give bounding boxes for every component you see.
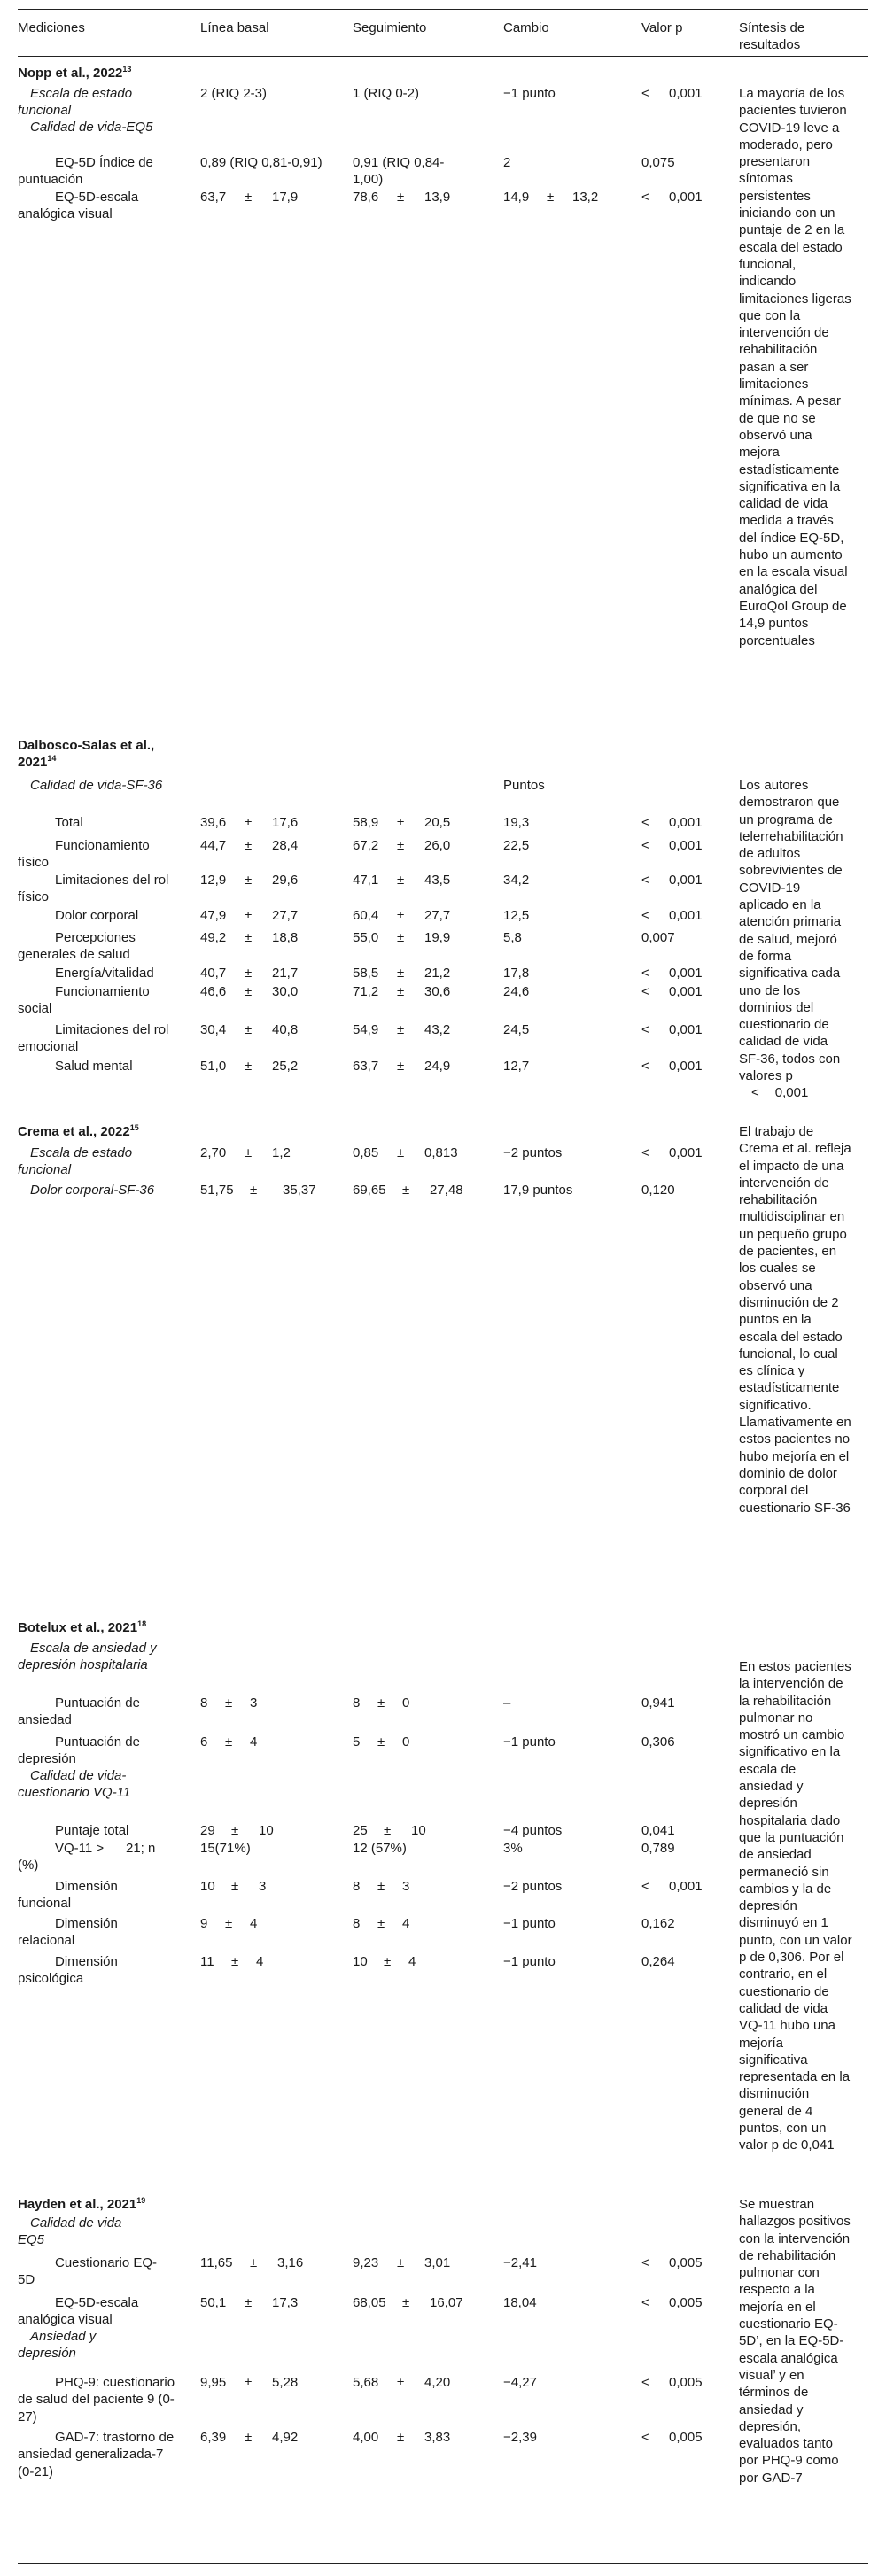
p-value: 0,005 [669,2255,703,2270]
study-summary: Los autores demostraron que un programa de telerrehabilitación de adultos sobrevivientes de COVID-19 aplicado en la atención primaria de salud, mejoró de forma significativa cada uno de los dominios del cuestionario de calidad de vida SF-36, todos con valores p < 0,001 [739,778,843,1101]
followup-sd: 43,2 [424,1022,451,1037]
change-value: 34,2 [503,873,530,888]
row-label: Limitaciones del rol físico [18,873,169,905]
pm-symbol: ± [245,1145,253,1160]
baseline-sd: 17,3 [272,2295,299,2310]
change-value: −1 punto [503,1954,556,1969]
row-label: Calidad de vida-EQ5 [30,120,153,135]
p-value: 0,941 [641,1695,675,1711]
followup-mean: 55,0 [353,930,379,945]
p-less-than: < [641,815,649,830]
change-unit: Puntos [503,778,545,793]
baseline-mean: 8 [200,1695,208,1711]
study-author: Nopp et al., 2022$^{13}$ [18,65,132,81]
followup-mean: 25 [353,1823,368,1838]
baseline-sd: 3 [250,1695,258,1711]
change-value: −1 punto [503,86,556,101]
change-value: 2 [503,155,511,170]
change-value: 24,6 [503,984,530,999]
followup-sd: 3,01 [424,2255,451,2270]
p-value: 0,264 [641,1954,675,1969]
p-value: 0,007 [641,930,675,945]
baseline-mean: 44,7 [200,838,227,853]
pm-symbol: ± [397,873,405,888]
study-summary: El trabajo de Crema et al. refleja el impacto de una intervención de rehabilitación multidisciplinar en un pequeño grupo de pacientes, en los cuales se observó una disminución de 2 puntos en la escala del estado funcional, lo cual es clínica y estadísticamente significativo. Llamativamente en estos pacientes no hubo mejoría en el dominio de dolor corporal del cuestionario SF-36 [739,1124,851,1516]
row-label: GAD-7: trastorno de ansiedad generalizada-7 (0-21) [18,2430,175,2479]
header-followup: Seguimiento [353,20,427,35]
study-summary: Se muestran hallazgos positivos con la intervención de rehabilitación pulmonar con respecto a la mejoría en el cuestionario EQ-5D’, en la EQ-5D-escala analógica visual’ y en términos de ansiedad y depresión, evaluados tanto por PHQ-9 como por GAD-7 [739,2197,851,2486]
followup-sd: 27,7 [424,908,451,923]
followup-sd: 0,813 [424,1145,458,1160]
change-value: 5,8 [503,930,522,945]
p-value: 0,001 [669,1879,703,1894]
followup-mean: 68,05 [353,2295,386,2310]
study-summary: En estos pacientes la intervención de la rehabilitación pulmonar no mostró un cambio significativo en la escala de ansiedad y depresión hospitalaria dado que la puntuación de ansiedad permaneció sin cambios y la de depresión disminuyó en 1 punto, con un valor p de 0,306. Por el contrario, en el cuestionario de calidad de vida VQ-11 hubo una mejoría significativa representada en la disminución general de 4 puntos, con un valor p de 0,041 [739,1659,852,2153]
change-value: −2,41 [503,2255,537,2270]
row-label: PHQ-9: cuestionario de salud del paciente 9 (0-27) [18,2375,175,2425]
change-value: −2 puntos [503,1879,563,1894]
change-value: 19,3 [503,815,530,830]
baseline-sd: 18,8 [272,930,299,945]
followup-value: 0,91 (RIQ 0,84-1,00) [353,155,445,188]
pm-symbol: ± [231,1823,239,1838]
pm-symbol: ± [245,2375,253,2390]
followup-sd: 21,2 [424,966,451,981]
baseline-sd: 1,2 [272,1145,291,1160]
baseline-value: 2 (RIQ 2-3) [200,86,268,101]
pm-symbol: ± [245,966,253,981]
p-value: 0,005 [669,2430,703,2445]
pm-symbol: ± [547,190,555,205]
baseline-sd: 25,2 [272,1059,299,1074]
pm-symbol: ± [397,838,405,853]
row-label: EQ-5D-escala analógica visual [18,2295,139,2328]
pm-symbol: ± [225,1916,233,1931]
followup-sd: 19,9 [424,930,451,945]
baseline-mean: 9 [200,1916,208,1931]
row-label: Calidad de vida EQ5 [18,2215,122,2248]
p-value: 0,120 [641,1183,675,1198]
row-label: Dimensión relacional [18,1916,118,1949]
followup-mean: 58,5 [353,966,379,981]
row-label: EQ-5D-escala analógica visual [18,190,139,222]
baseline-sd: 17,9 [272,190,299,205]
pm-symbol: ± [397,2430,405,2445]
row-label: Escala de estado funcional [18,1145,133,1178]
row-label: Cuestionario EQ-5D [18,2255,158,2288]
p-value: 0,005 [669,2295,703,2310]
followup-mean: 10 [353,1954,368,1969]
pm-symbol: ± [402,1183,410,1198]
p-value: 0,041 [641,1823,675,1838]
row-label: VQ-11 > [55,1841,105,1856]
p-value: 0,001 [669,1059,703,1074]
pm-symbol: ± [245,873,253,888]
baseline-mean: 12,9 [200,873,227,888]
p-value: 0,001 [669,838,703,853]
pm-symbol: ± [397,908,405,923]
pm-symbol: ± [377,1734,385,1750]
followup-mean: 0,85 [353,1145,379,1160]
change-value: 12,7 [503,1059,530,1074]
pm-symbol: ± [231,1954,239,1969]
baseline-mean: 47,9 [200,908,227,923]
baseline-sd: 3,16 [277,2255,304,2270]
header-rule [18,56,868,57]
row-label: 21; n [126,1841,156,1856]
baseline-sd: 4,92 [272,2430,299,2445]
p-less-than: < [641,984,649,999]
row-label: Puntaje total [55,1823,129,1838]
p-value: 0,001 [669,966,703,981]
change-value: −2 puntos [503,1145,563,1160]
table-bottom-rule [18,2563,868,2564]
followup-sd: 4,20 [424,2375,451,2390]
p-less-than: < [641,2375,649,2390]
followup-mean: 71,2 [353,984,379,999]
followup-sd: 0 [402,1695,410,1711]
pm-symbol: ± [245,908,253,923]
baseline-sd: 4 [250,1734,258,1750]
p-value: 0,001 [669,190,703,205]
row-label: Limitaciones del rol emocional [18,1022,169,1055]
pm-symbol: ± [397,1145,405,1160]
row-label: Energía/vitalidad [55,966,154,981]
pm-symbol: ± [384,1954,392,1969]
followup-mean: 63,7 [353,1059,379,1074]
pm-symbol: ± [225,1695,233,1711]
baseline-sd: 4 [256,1954,264,1969]
followup-mean: 5 [353,1734,361,1750]
followup-sd: 3 [402,1879,410,1894]
row-label: Dolor corporal [55,908,139,923]
row-label: EQ-5D Índice de puntuación [18,155,153,188]
p-less-than: < [641,838,649,853]
baseline-sd: 28,4 [272,838,299,853]
baseline-mean: 10 [200,1879,215,1894]
followup-mean: 4,00 [353,2430,379,2445]
followup-mean: 9,23 [353,2255,379,2270]
row-label: Escala de estado funcional [18,86,133,119]
followup-mean: 8 [353,1695,361,1711]
pm-symbol: ± [245,2295,253,2310]
pm-symbol: ± [397,1022,405,1037]
header-measurements: Mediciones [18,20,85,35]
followup-sd: 43,5 [424,873,451,888]
baseline-mean: 30,4 [200,1022,227,1037]
followup-sd: 10 [411,1823,426,1838]
baseline-mean: 11 [200,1954,214,1969]
p-value: 0,075 [641,155,675,170]
followup-sd: 13,9 [424,190,451,205]
pm-symbol: ± [377,1916,385,1931]
header-summary: Síntesis de resultados [739,20,805,53]
p-less-than: < [641,908,649,923]
header-change: Cambio [503,20,549,35]
baseline-mean: 6,39 [200,2430,227,2445]
row-label: Percepciones generales de salud [18,930,136,963]
change-value: 12,5 [503,908,530,923]
followup-mean: 78,6 [353,190,379,205]
p-less-than: < [641,1145,649,1160]
followup-sd: 3,83 [424,2430,451,2445]
pm-symbol: ± [245,815,253,830]
followup-mean: 8 [353,1879,361,1894]
baseline-sd: 21,7 [272,966,299,981]
followup-sd: 20,5 [424,815,451,830]
followup-sd: 4 [408,1954,416,1969]
change-mean: 14,9 [503,190,530,205]
baseline-mean: 11,65 [200,2255,233,2270]
p-less-than: < [641,2430,649,2445]
followup-mean: 5,68 [353,2375,379,2390]
followup-mean: 54,9 [353,1022,379,1037]
change-value: −4 puntos [503,1823,563,1838]
row-label: Total [55,815,83,830]
pm-symbol: ± [231,1879,239,1894]
pm-symbol: ± [397,930,405,945]
change-value: 17,9 puntos [503,1183,573,1198]
p-value: 0,001 [669,815,703,830]
baseline-sd: 29,6 [272,873,299,888]
followup-sd: 0 [402,1734,410,1750]
followup-mean: 8 [353,1916,361,1931]
study-author: Dalbosco-Salas et al., 2021$^{14}$ [18,738,155,771]
p-less-than: < [641,1879,649,1894]
baseline-sd: 4 [250,1916,258,1931]
baseline-mean: 46,6 [200,984,227,999]
pm-symbol: ± [245,984,253,999]
row-label: Puntuación de depresión [18,1734,140,1767]
pm-symbol: ± [402,2295,410,2310]
pm-symbol: ± [377,1695,385,1711]
followup-mean: 69,65 [353,1183,386,1198]
p-value: 0,001 [669,873,703,888]
baseline-mean: 6 [200,1734,208,1750]
row-label: Dimensión funcional [18,1879,118,1912]
pm-symbol: ± [397,984,405,999]
baseline-mean: 51,75 [200,1183,234,1198]
pm-symbol: ± [245,1022,253,1037]
followup-sd: 30,6 [424,984,451,999]
baseline-sd: 35,37 [283,1183,316,1198]
p-value: 0,001 [669,1145,703,1160]
row-label: Calidad de vida-SF-36 [30,778,163,793]
study-author: Botelux et al., 2021$^{18}$ [18,1619,147,1635]
pm-symbol: ± [397,190,405,205]
p-less-than: < [641,190,649,205]
followup-value: 1 (RIQ 0-2) [353,86,420,101]
followup-value: 12 (57%) [353,1841,407,1856]
baseline-mean: 29 [200,1823,215,1838]
row-label: Funcionamiento físico [18,838,150,871]
followup-mean: 58,9 [353,815,379,830]
p-less-than: < [641,873,649,888]
row-label: Escala de ansiedad y depresión hospitalaria [18,1641,157,1673]
baseline-sd: 30,0 [272,984,299,999]
pm-symbol: ± [250,1183,258,1198]
pm-symbol: ± [225,1734,233,1750]
baseline-sd: 10 [259,1823,274,1838]
header-baseline: Línea basal [200,20,269,35]
baseline-sd: 17,6 [272,815,299,830]
change-value: 22,5 [503,838,530,853]
p-less-than: < [641,86,649,101]
followup-sd: 16,07 [430,2295,463,2310]
row-label: Salud mental [55,1059,133,1074]
pm-symbol: ± [245,930,253,945]
p-value: 0,789 [641,1841,675,1856]
pm-symbol: ± [384,1823,392,1838]
change-value: −1 punto [503,1916,556,1931]
study-summary: La mayoría de los pacientes tuvieron COVID-19 leve a moderado, pero presentaron síntomas persistentes iniciando con un puntaje de 2 en la escala del estado funcional, indicando limitaciones ligeras que con la intervención de rehabilitación pasan a ser limitaciones mínimas. A pesar de que no se observó una mejora estadísticamente significativa en la calidad de vida medida a través del índice EQ-5D, hubo un aumento en la escala visual analógica del EuroQol Group de 14,9 puntos porcentuales [739,86,851,648]
baseline-mean: 40,7 [200,966,227,981]
pm-symbol: ± [245,2430,253,2445]
followup-sd: 24,9 [424,1059,451,1074]
baseline-mean: 9,95 [200,2375,227,2390]
p-less-than: < [641,2255,649,2270]
pm-symbol: ± [245,1059,253,1074]
p-value: 0,001 [669,86,703,101]
pm-symbol: ± [397,2255,405,2270]
study-author: Hayden et al., 2021$^{19}$ [18,2196,146,2212]
p-less-than: < [641,1059,649,1074]
table-top-rule [18,9,868,10]
change-value: −4,27 [503,2375,537,2390]
followup-mean: 60,4 [353,908,379,923]
baseline-mean: 2,70 [200,1145,227,1160]
row-label: Calidad de vida-cuestionario VQ-11 [18,1768,131,1801]
change-value: 17,8 [503,966,530,981]
pm-symbol: ± [250,2255,258,2270]
row-label: (%) [18,1858,39,1873]
row-label: Ansiedad y depresión [18,2329,97,2362]
change-value: −1 punto [503,1734,556,1750]
baseline-mean: 49,2 [200,930,227,945]
p-value: 0,001 [669,908,703,923]
p-value: 0,005 [669,2375,703,2390]
change-value: – [503,1695,511,1711]
row-label: Puntuación de ansiedad [18,1695,140,1728]
change-value: −2,39 [503,2430,537,2445]
change-value: 3% [503,1841,523,1856]
change-sd: 13,2 [572,190,599,205]
p-value: 0,306 [641,1734,675,1750]
followup-sd: 27,48 [430,1183,463,1198]
pm-symbol: ± [397,815,405,830]
p-value: 0,001 [669,984,703,999]
pm-symbol: ± [245,838,253,853]
baseline-value: 0,89 (RIQ 0,81-0,91) [200,155,323,170]
baseline-sd: 27,7 [272,908,299,923]
row-label: Dimensión psicológica [18,1954,118,1987]
followup-sd: 4 [402,1916,410,1931]
p-less-than: < [641,966,649,981]
change-value: 18,04 [503,2295,537,2310]
pm-symbol: ± [397,2375,405,2390]
header-pvalue: Valor p [641,20,683,35]
baseline-mean: 50,1 [200,2295,227,2310]
baseline-sd: 5,28 [272,2375,299,2390]
baseline-mean: 63,7 [200,190,227,205]
row-label: Dolor corporal-SF-36 [30,1183,155,1198]
p-less-than: < [641,1022,649,1037]
followup-mean: 67,2 [353,838,379,853]
pm-symbol: ± [377,1879,385,1894]
p-value: 0,001 [669,1022,703,1037]
row-label: Funcionamiento social [18,984,150,1017]
pm-symbol: ± [397,966,405,981]
baseline-sd: 3 [259,1879,267,1894]
followup-mean: 47,1 [353,873,379,888]
p-less-than: < [641,2295,649,2310]
baseline-mean: 39,6 [200,815,227,830]
followup-sd: 26,0 [424,838,451,853]
baseline-sd: 40,8 [272,1022,299,1037]
study-author: Crema et al., 2022$^{15}$ [18,1123,139,1139]
pm-symbol: ± [245,190,253,205]
baseline-value: 15(71%) [200,1841,251,1856]
pm-symbol: ± [397,1059,405,1074]
p-value: 0,162 [641,1916,675,1931]
baseline-mean: 51,0 [200,1059,227,1074]
change-value: 24,5 [503,1022,530,1037]
